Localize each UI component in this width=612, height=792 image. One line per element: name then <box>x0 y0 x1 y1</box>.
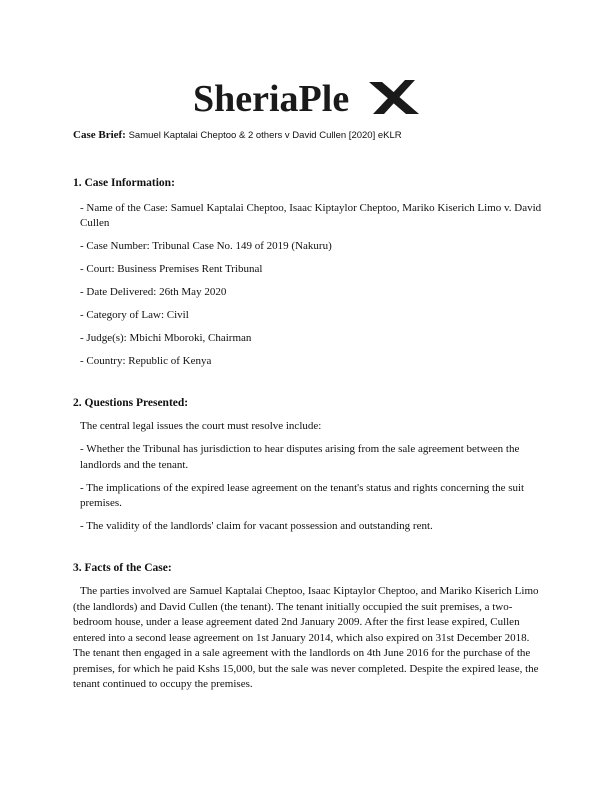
facts-paragraph: The parties involved are Samuel Kaptalai Cheptoo, Isaac Kiptaylor Cheptoo, and Mariko Kiserich Limo (the landlords) and David Cullen (the tenant). The tenant initially occupied the suit premises, a two-bedroom house, under a lease agreement dated 2nd January 2009. After the first lease expired, Cullen entered into a second lease agreement on 1st January 2014, which also expired on 31st December 2018. The tenant then engaged in a sale agreement with the landlords on 4th June 2016 for the purchase of the premises, for which he paid Kshs 15,000, but the sale was never completed. Despite the expired lease, the tenant continued to occupy the premises. <box>73 585 539 690</box>
list-item: - Date Delivered: 26th May 2020 <box>80 286 227 298</box>
list-item: - Whether the Tribunal has jurisdiction to hear disputes arising from the sale agreement between the landlords and the tenant. <box>80 443 520 471</box>
case-brief-line <box>73 128 402 144</box>
case-brief-title: Samuel Kaptalai Cheptoo & 2 others v David Cullen [2020] eKLR <box>128 130 402 141</box>
section-heading: 2. Questions Presented: <box>73 396 189 409</box>
list-item: - Country: Republic of Kenya <box>80 355 212 367</box>
x-mark-icon <box>369 80 419 114</box>
list-item: - The implications of the expired lease agreement on the tenant's status and rights concerning the suit premises. <box>80 481 525 509</box>
brand-logo <box>0 74 612 124</box>
list-item: - The validity of the landlords' claim for vacant possession and outstanding rent. <box>80 520 433 532</box>
section-heading: 3. Facts of the Case: <box>73 561 172 574</box>
list-item: - Judge(s): Mbichi Mboroki, Chairman <box>80 332 252 344</box>
section-case-information <box>73 176 543 370</box>
section-intro: The central legal issues the court must resolve include: <box>80 420 322 432</box>
brief-content <box>73 176 543 693</box>
sheriaplex-logo <box>191 74 421 120</box>
list-item: - Case Number: Tribunal Case No. 149 of 2019 (Nakuru) <box>80 240 332 252</box>
section-facts <box>73 561 543 693</box>
list-item: - Court: Business Premises Rent Tribunal <box>80 263 263 275</box>
case-brief-label: Case Brief: <box>73 129 126 141</box>
section-heading: 1. Case Information: <box>73 177 175 189</box>
logo-wordmark: SheriaPle <box>193 78 350 120</box>
section-questions-presented <box>73 396 543 535</box>
list-item: - Name of the Case: Samuel Kaptalai Cheptoo, Isaac Kiptaylor Cheptoo, Mariko Kiserich Limo v. David Cullen <box>80 201 542 229</box>
list-item: - Category of Law: Civil <box>80 309 189 321</box>
